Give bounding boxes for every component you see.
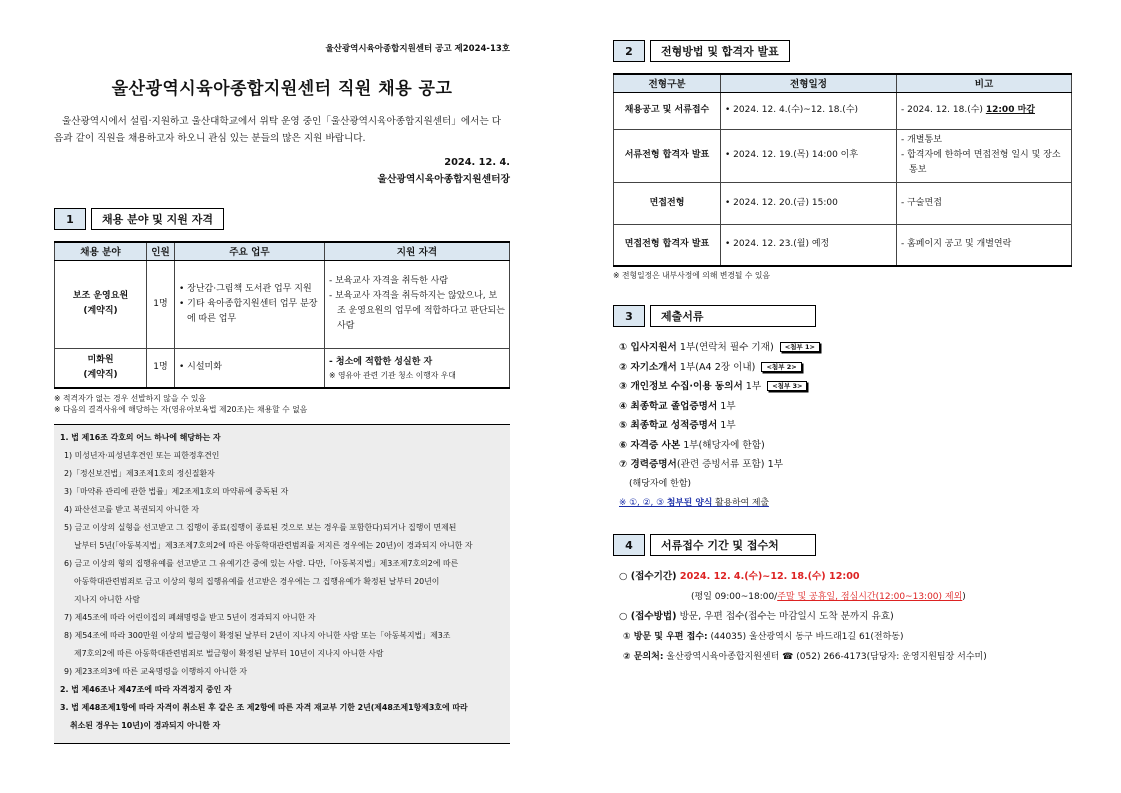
- section-1-title: 채용 분야 및 지원 자격: [91, 208, 224, 230]
- disqualification-item: 8) 제54조에 따라 300만원 이상의 벌금형이 확정된 날부터 2년이 지나지 아니한 사람 또는「아동복지법」제3조: [64, 631, 451, 640]
- column-header: 채용 분야: [55, 242, 147, 260]
- submission-period: ○ (접수기간) 2024. 12. 4.(수)~12. 18.(수) 12:00: [619, 571, 860, 582]
- disqualification-item: 4) 파산선고를 받고 복권되지 아니한 자: [64, 505, 199, 514]
- duty-cell: [175, 260, 325, 348]
- page-title: 울산광역시육아종합지원센터 직원 채용 공고: [111, 79, 453, 99]
- count-cell: 1명: [147, 260, 175, 348]
- disqualification-item: 9) 제23조의3에 따른 교육명령을 이행하지 아니한 자: [64, 667, 248, 676]
- column-header: 전형구분: [614, 74, 721, 92]
- section-3-title: 제출서류: [650, 305, 816, 327]
- list-item: ⑥ 자격증 사본 1부(해당자에 한함): [619, 439, 765, 451]
- duty-item: • 시설미화: [179, 362, 222, 373]
- disqualification-item: 지나지 아니한 사람: [74, 595, 140, 604]
- notice-number: 울산광역시육아종합지원센터 공고 제2024-13호: [325, 44, 510, 54]
- schedule-cell: • 2024. 12. 20.(금) 15:00: [721, 182, 897, 224]
- disqualification-box: [54, 424, 510, 744]
- column-header: 지원 자격: [325, 242, 510, 260]
- list-item: ③ 개인정보 수집·이용 동의서 1부 <첨부 3>: [619, 377, 1072, 397]
- submission-hours: (평일 09:00~18:00/주말 및 공휴일, 점심시간(12:00~13:00) 제외): [691, 592, 966, 602]
- attachment-badge: <첨부 2>: [761, 362, 801, 372]
- attachment-badge: <첨부 1>: [780, 342, 820, 352]
- intro-paragraph: 울산광역시에서 설립·지원하고 울산대학교에서 위탁 운영 중인「울산광역시육아종합지원센터」에서는 다음과 같이 직원을 채용하고자 하오니 관심 있는 분들의 많은 지원 바랍니다.: [54, 116, 502, 144]
- disqualification-item: 6) 금고 이상의 형의 집행유예를 선고받고 그 유예기간 중에 있는 사람. 다만,「아동복지법」제3조제7호의2에 따른: [64, 559, 459, 568]
- disqualification-item: 7) 제45조에 따라 어린이집의 폐쇄명령을 받고 5년이 경과되지 아니한 자: [64, 613, 316, 622]
- list-item: ⑤ 최종학교 성적증명서 1부: [619, 420, 736, 431]
- table-header-row: [614, 74, 1072, 92]
- table-row: [614, 224, 1072, 266]
- contact-info: ② 문의처: 울산광역시육아종합지원센터 ☎ (052) 266-4173(담당자: 운영지원팀장 서수미): [623, 652, 987, 662]
- disqualification-item: 5) 금고 이상의 실형을 선고받고 그 집행이 종료(집행이 종료된 것으로 보는 경우를 포함한다)되거나 집행이 면제된: [64, 523, 457, 532]
- disqualification-item: 아동학대관련범죄로 금고 이상의 형의 집행유예를 선고받은 경우에는 그 집행유예가 확정된 날부터 20년이: [74, 577, 440, 586]
- field-cell: [55, 348, 147, 388]
- section-2-number: 2: [613, 40, 645, 62]
- stage-cell: 면접전형 합격자 발표: [614, 224, 721, 266]
- remark-cell: [897, 129, 1072, 182]
- right-column: [613, 40, 1072, 667]
- recruitment-notes: [54, 393, 510, 415]
- submission-address: ① 방문 및 우편 접수: (44035) 울산광역시 동구 바드래1길 61(전하동): [623, 632, 904, 642]
- table-row: [55, 260, 510, 348]
- note-line: ※ 다음의 결격사유에 해당하는 자(영유아보육법 제20조)는 채용할 수 없음: [54, 405, 308, 414]
- duty-item: • 장난감·그림책 도서관 업무 지원: [179, 283, 312, 294]
- qualification-note: ※ 영유아 관련 기관 청소 이행자 우대: [329, 370, 456, 380]
- duty-cell: [175, 348, 325, 388]
- table-row: [614, 129, 1072, 182]
- qualification-cell: [325, 260, 510, 348]
- list-item: ① 입사지원서 1부(연락처 필수 기재) <첨부 1>: [619, 338, 1072, 358]
- column-header: 인원: [147, 242, 175, 260]
- disqualification-item: 날부터 5년(「아동복지법」제3조제7호의2에 따른 아동학대관련범죄를 저지른 경우에는 20년)이 경과되지 아니한 자: [74, 541, 473, 550]
- disqualification-item: 1) 미성년자·피성년후견인 또는 피한정후견인: [64, 451, 220, 460]
- schedule-cell: • 2024. 12. 19.(목) 14:00 이후: [721, 129, 897, 182]
- section-2-title: 전형방법 및 합격자 발표: [650, 40, 790, 62]
- remark-item: - 합격자에 한하여 면접전형 일시 및 장소 통보: [901, 150, 1061, 175]
- field-name: 미화원: [87, 354, 114, 365]
- field-cell: [55, 260, 147, 348]
- field-type: (계약직): [83, 369, 118, 380]
- disqualification-heading: 취소된 경우는 10년)이 경과되지 아니한 자: [70, 721, 221, 730]
- note-line: ※ 적격자가 없는 경우 선발하지 않을 수 있음: [54, 394, 206, 403]
- list-item-continuation: (해당자에 한함): [629, 478, 692, 489]
- column-header: 비고: [897, 74, 1072, 92]
- list-item: ④ 최종학교 졸업증명서 1부: [619, 400, 736, 412]
- disqualification-item: 제7호의2에 따른 아동학대관련범죄로 벌금형이 확정된 날부터 10년이 지나지 아니한 사람: [74, 649, 384, 658]
- submission-method: ○ (접수방법) 방문, 우편 접수(접수는 마감일시 도착 분까지 유효): [619, 611, 894, 622]
- stage-cell: 채용공고 및 서류접수: [614, 92, 721, 129]
- stage-cell: 면접전형: [614, 182, 721, 224]
- disqualification-item: 3)「마약류 관리에 관한 법률」제2조제1호의 마약류에 중독된 자: [64, 487, 289, 496]
- schedule-cell: • 2024. 12. 23.(월) 예정: [721, 224, 897, 266]
- section-4-header: [613, 534, 816, 556]
- list-item: ② 자기소개서 1부(A4 2장 이내) <첨부 2>: [619, 358, 1072, 378]
- remark-item: - 개별통보: [901, 135, 942, 145]
- disqualification-heading: 3. 법 제48조제1항에 따라 자격이 취소된 후 같은 조 제2항에 따른 자격 재교부 기한 2년(제48조제1항제3호에 따라: [60, 703, 468, 712]
- document-list: [613, 338, 1072, 512]
- disqualification-heading: 2. 법 제46조나 제47조에 따라 자격정지 중인 자: [60, 685, 232, 694]
- field-type: (계약직): [83, 306, 118, 316]
- section-2-header: [613, 40, 816, 62]
- duty-item: • 기타 육아종합지원센터 업무 분장에 따른 업무: [179, 298, 318, 324]
- field-name: 보조 운영요원: [72, 291, 129, 301]
- qualification-item: - 청소에 적합한 성실한 자: [329, 356, 433, 367]
- remark-cell: - 구술면접: [897, 182, 1072, 224]
- section-3-header: [613, 305, 816, 327]
- schedule-cell: • 2024. 12. 4.(수)~12. 18.(수): [721, 92, 897, 129]
- remark-cell: - 2024. 12. 18.(수) 12:00 마감: [897, 92, 1072, 129]
- submission-info: [613, 567, 1072, 667]
- section-4-title: 서류접수 기간 및 접수처: [650, 534, 816, 556]
- recruitment-table: [54, 241, 510, 389]
- schedule-footnote: ※ 전형일정은 내부사정에 의해 변경될 수 있음: [613, 271, 770, 280]
- section-4-number: 4: [613, 534, 645, 556]
- left-column: [54, 42, 510, 744]
- table-header-row: [55, 242, 510, 260]
- schedule-table: [613, 73, 1072, 267]
- attachment-badge: <첨부 3>: [767, 381, 807, 391]
- section-3-number: 3: [613, 305, 645, 327]
- issuer: 울산광역시육아종합지원센터장: [377, 174, 510, 185]
- section-1-number: 1: [54, 208, 86, 230]
- table-row: [614, 182, 1072, 224]
- column-header: 주요 업무: [175, 242, 325, 260]
- remark-cell: - 홈페이지 공고 및 개별연락: [897, 224, 1072, 266]
- section-1-header: [54, 208, 254, 230]
- notice-date: 2024. 12. 4.: [444, 157, 510, 168]
- stage-cell: 서류전형 합격자 발표: [614, 129, 721, 182]
- qualification-item: - 보육교사 자격을 취득한 사람: [329, 276, 449, 286]
- table-row: [55, 348, 510, 388]
- attachment-link[interactable]: ※ ①, ②, ③ 첨부된 양식 활용하여 제출: [619, 498, 769, 508]
- column-header: 전형일정: [721, 74, 897, 92]
- qualification-item: - 보육교사 자격을 취득하지는 않았으나, 보조 운영요원의 업무에 적합하다고 판단되는 사람: [329, 291, 505, 331]
- table-row: [614, 92, 1072, 129]
- count-cell: 1명: [147, 348, 175, 388]
- list-item: ⑦ 경력증명서(관련 증빙서류 포함) 1부: [619, 459, 783, 470]
- disqualification-item: 2)「정신보건법」제3조제1호의 정신질환자: [64, 469, 215, 478]
- disqualification-heading: 1. 법 제16조 각호의 어느 하나에 해당하는 자: [60, 433, 221, 442]
- qualification-cell: [325, 348, 510, 388]
